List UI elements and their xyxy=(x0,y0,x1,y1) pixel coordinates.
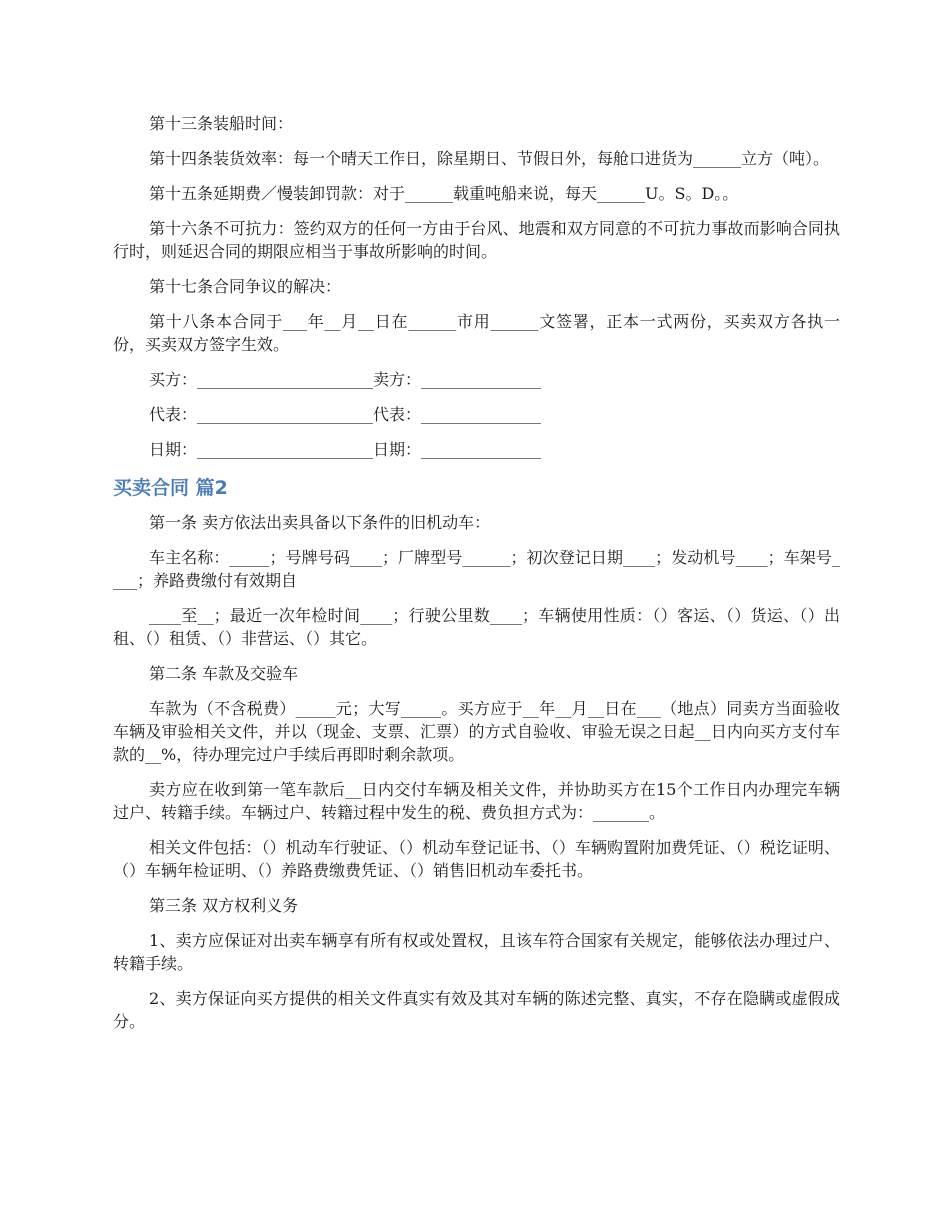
signature-row-party: 买方：______________________卖方：_______________ xyxy=(149,370,542,389)
signature-row-date: 日期：______________________日期：_______________ xyxy=(149,440,542,459)
delivery-terms: 卖方应在收到第一笔车款后__日内交付车辆及相关文件，并协助买方在15个工作日内办理完车辆过户、转籍手续。车辆过户、转籍过程中发生的税、费负担方式为：_______。 xyxy=(113,780,840,822)
clause-17: 第十七条合同争议的解决： xyxy=(149,277,342,296)
related-documents: 相关文件包括：（）机动车行驶证、（）机动车登记证书、（）车辆购置附加费凭证、（）税讫证明、（）车辆年检证明、（）养路费缴费凭证、（）销售旧机动车委托书。 xyxy=(113,838,840,880)
clause-15: 第十五条延期费／慢装卸罚款：对于______载重吨船来说，每天______U。S。D。。 xyxy=(149,184,739,203)
obligation-2: 2、卖方保证向买方提供的相关文件真实有效及其对车辆的陈述完整、真实，不存在隐瞒或虚假成分。 xyxy=(113,989,840,1031)
article-3-title: 第三条 双方权利义务 xyxy=(149,896,299,915)
payment-terms: 车款为（不含税费）_____元；大写_____。买方应于__年__月__日在___（地点）同卖方当面验收车辆及审验相关文件，并以（现金、支票、汇票）的方式自验收、审验无误之日起__日内向买方支付车款的__%，待办理完过户手续后再即时剩余款项。 xyxy=(113,699,840,764)
article-2-title: 第二条 车款及交验车 xyxy=(149,664,299,683)
clause-14: 第十四条装货效率：每一个晴天工作日，除星期日、节假日外，每舱口进货为______立方（吨）。 xyxy=(149,149,830,168)
vehicle-info-continued: ____至__；最近一次年检时间____；行驶公里数____；车辆使用性质：（）客运、（）货运、（）出租、（）租赁、（）非营运、（）其它。 xyxy=(113,606,840,648)
document-body xyxy=(113,112,840,1045)
clause-16: 第十六条不可抗力：签约双方的任何一方由于台风、地震和双方同意的不可抗力事故而影响合同执行时，则延迟合同的期限应相当于事故所影响的时间。 xyxy=(113,219,840,261)
vehicle-info: 车主名称：_____；号牌号码____；厂牌型号______；初次登记日期____；发动机号____；车架号____；养路费缴付有效期自 xyxy=(113,548,840,590)
signature-row-representative: 代表：______________________代表：_______________ xyxy=(149,405,542,424)
clause-13: 第十三条装船时间： xyxy=(149,114,294,133)
section-heading: 买卖合同 篇2 xyxy=(113,477,228,499)
article-1-title: 第一条 卖方依法出卖具备以下条件的旧机动车： xyxy=(149,513,491,532)
clause-18: 第十八条本合同于___年__月__日在______市用______文签署，正本一式两份，买卖双方各执一份，买卖双方签字生效。 xyxy=(113,312,840,354)
obligation-1: 1、卖方应保证对出卖车辆享有所有权或处置权，且该车符合国家有关规定，能够依法办理过户、转籍手续。 xyxy=(113,931,840,973)
